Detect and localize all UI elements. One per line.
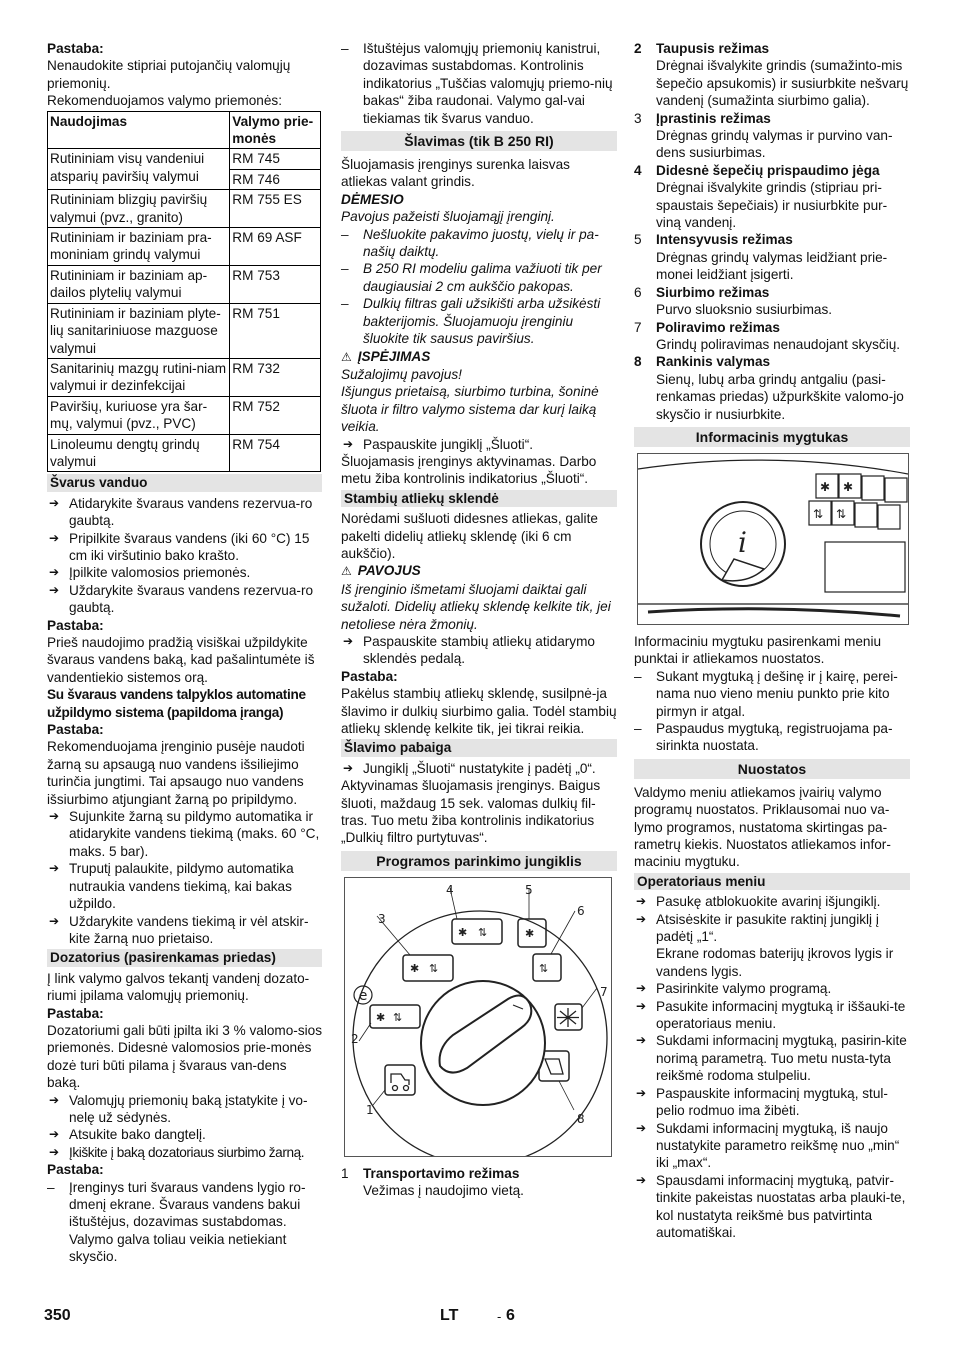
mode-transport-icon [385, 1065, 415, 1095]
step-item: ➔ Sujunkite žarną su pildymo automatika ir atidarykite vandens tiekimą (maks. 60 °C, maks. 5 bar). [47, 808, 322, 860]
table-cell-use: Paviršių, kuriuose yra šar-mų, valymui (pvz., PVC) [48, 396, 230, 434]
cleaning-agents-table [47, 111, 321, 473]
note-text: Pakėlus stambių atliekų sklendę, susilpnė-ja šlavimo ir dulkių siurbimo galia. Todėl stambių atliekų sklendę kelkite tik, jei tikrai reikia. [341, 686, 617, 737]
callout-3: 3 [378, 911, 386, 926]
section-heading-flap: Stambių atliekų sklendė [341, 490, 617, 507]
panel-edge [638, 460, 908, 474]
eco-glyph: ✱ [376, 1010, 386, 1024]
program-switch-figure [344, 877, 612, 1157]
callout-5: 5 [525, 882, 533, 897]
sweep-after-text: Šluojamasis įrenginys aktyvinamas. Darbo metu žiba kontrolinis indikatorius „Šluoti“. [341, 453, 597, 487]
table-cell-agent: RM 745 [230, 149, 321, 169]
recommended-agents-intro: Rekomenduojamos valymo priemonės: [47, 93, 282, 109]
mode-title: Įprastinis režimas [656, 110, 771, 126]
note-label: Pastaba: [47, 617, 104, 633]
section-heading-program-switch: Programos parinkimo jungiklis [341, 851, 617, 871]
callout-2: 2 [351, 1031, 359, 1046]
step-item: ➔ Sukdami informacinį mygtuką, pasirin-kite norimą parametrą. Tuo metu nusta-tyta reikšmė rodoma stulpeliu. [634, 1032, 910, 1084]
table-cell-use: Sanitarinių mazgų rutini-niam valymui ir dezinfekcijai [48, 358, 230, 396]
mode-title: Rankinis valymas [656, 354, 771, 370]
table-row [48, 265, 321, 303]
step-item: ➔ Spausdami informacinį mygtuką, patvir-tinkite pakeistas nuostatas arba plauki-te, kol nustatyta reikšmė bus patvirtinta automatiškai. [634, 1172, 910, 1242]
warning-triangle-icon: ⚠ [341, 349, 352, 364]
brush-glyph: ✱ [410, 961, 420, 975]
mode-number: 3 [634, 110, 642, 126]
note-text: Dozatoriumi gali būti įpilta iki 3 % valomo-sios priemonės. Didesnė valomosios prie-monės dozė turi būti pilama į švaraus van-dens baką. [47, 1022, 323, 1091]
wheel-icon [404, 1085, 409, 1090]
step-item: ➔ Truputį palaukite, pildymo automatika nutraukia vandens tiekimą, kai bakas užpildo. [47, 860, 322, 912]
table-cell-use: Rutininiam ir baziniam ap-dailos plytelių valymui [48, 265, 230, 303]
danger-label: PAVOJUS [357, 563, 421, 579]
indicator-slot [862, 476, 884, 500]
panel-lip [648, 609, 900, 616]
step-item: ➔ Atidarykite švaraus vandens rezervua-ro gaubtą. [47, 495, 322, 530]
attention-label: DĖMESIO [341, 191, 404, 207]
mode-item [634, 319, 910, 354]
mode-item [634, 40, 910, 110]
note-text: Rekomenduojama įrenginio pusėje naudoti žarną su apsaugą nuo vandens išsiliejimo turinčia jungtimi. Tai apsaugo nuo vandens išsiurbimo atjungiant žarną po pripildymo. [47, 739, 305, 807]
indicator-slot [878, 505, 900, 529]
info-text: Informaciniu mygtuku pasirenkami meniu punktai ir atliekamos nuostatos. [634, 633, 882, 667]
column-left [47, 40, 322, 1266]
dash-item: – B 250 RI modeliu galima važiuoti tik per daugiausiai 2 cm aukščio pakopas. [341, 260, 617, 295]
table-cell-agent: RM 752 [230, 396, 321, 434]
note-label: Pastaba: [47, 1005, 104, 1021]
brush-glyph: ⇅ [429, 961, 439, 975]
note-label: Pastaba: [47, 41, 104, 56]
page-number: 350 [44, 1307, 71, 1324]
table-row [48, 303, 321, 358]
brush-glyph: ⇅ [478, 925, 488, 939]
svg-text:⇅: ⇅ [836, 506, 847, 521]
section-heading-sweeping: Šlavimas (tik B 250 RI) [341, 131, 617, 151]
step-item: ➔ Sukdami informacinį mygtuką, iš naujo nustatykite parametro reikšmę nuo „min“ iki „max“. [634, 1120, 910, 1172]
eco-mode-letter: e [358, 987, 368, 1004]
table-cell-use: Rutininiam visų vandeniui atsparių paviršių valymui [48, 149, 230, 190]
svg-text:⇅: ⇅ [813, 506, 824, 521]
table-row [48, 396, 321, 434]
section-heading-clean-water: Švarus vanduo [47, 474, 322, 491]
indicator-slot [855, 503, 877, 527]
step-item: ➔ Paspauskite informacinį mygtuką, stul-pelio rodmuo ima žibėti. [634, 1085, 910, 1120]
mode-description: Drėgnas grindų valymas ir purvino van-dens susiurbimas. [656, 128, 893, 161]
table-cell-agent: RM 755 ES [230, 190, 321, 228]
section-heading-settings: Nuostatos [634, 759, 910, 779]
table-cell-agent: RM 69 ASF [230, 228, 321, 266]
mode-item [634, 231, 910, 283]
mode-number: 2 [634, 41, 642, 56]
note-text: Prieš naudojimo pradžią visiškai užpildykite švaraus vandens baką, kad pašalintumėte iš vandentiekio sistemos orą. [47, 635, 315, 685]
note-label: Pastaba: [47, 722, 104, 738]
table-cell-agent: RM 751 [230, 303, 321, 358]
mode-number: 5 [634, 232, 642, 248]
star-icon [557, 1008, 579, 1027]
hand-tool-icon [545, 1059, 563, 1074]
mode-item [341, 1165, 617, 1200]
dash-item: – Sukant mygtuką į dešinę ir į kairę, perei-nama nuo vieno meniu punkto prie kito pirmyn ir atgal. [634, 668, 910, 720]
mode-description: Purvo sluoksnio susiurbimas. [656, 302, 833, 318]
callout-8: 8 [577, 1111, 585, 1126]
callout-7: 7 [600, 984, 608, 999]
mode-number: 6 [634, 284, 642, 300]
section-heading-info-button: Informacinis mygtukas [634, 427, 910, 447]
mode-title: Didesnė šepečių prispaudimo jėga [656, 162, 880, 178]
section-page-index: 6 [506, 1307, 515, 1324]
section-heading-sweep-end: Šlavimo pabaiga [341, 739, 617, 756]
table-cell-agent: RM 753 [230, 265, 321, 303]
step-item: ➔ Atsukite bako dangtelį. [47, 1126, 322, 1143]
column-middle [341, 40, 617, 1200]
table-cell-use: Rutininiam ir baziniam pra-moniniam grindų valymui [48, 228, 230, 266]
dash-item: – Nešluokite pakavimo juostų, vielų ir pa-našių daiktų. [341, 226, 617, 261]
table-header-agent: Valymo prie-monės [230, 111, 321, 149]
mode-number: 8 [634, 354, 642, 370]
mode-title: Siurbimo režimas [656, 284, 770, 300]
warning-text: Išjungus prietaisą, siurbimo turbina, šoninė šluota ir filtro valymo sistema dar kurį laiką veikia. [341, 384, 599, 435]
step-item: ➔ Paspauskite stambių atliekų atidarymo sklendės pedalą. [341, 633, 617, 668]
warning-text: Sužalojimų pavojus! [341, 366, 462, 382]
mode-description: Drėgnai išvalykite grindis (sumažinto-mis šepečio apsukomis) ir susiurbkite nešvarų vandenį (sumažinta siurbimo galia). [656, 58, 909, 109]
column-right [634, 40, 910, 1241]
svg-text:✱: ✱ [820, 479, 831, 494]
mode-item [634, 110, 910, 162]
section-heading-dosing: Dozatorius (pasirenkamas priedas) [47, 949, 322, 966]
table-cell-agent: RM 754 [230, 434, 321, 472]
step-item: ➔ Atsisėskite ir pasukite raktinį jungiklį į padėtį „1“. [634, 911, 910, 946]
page-footer [0, 1307, 954, 1329]
warning-label-line [341, 348, 617, 366]
mode-item [634, 162, 910, 232]
mode-description: Sienų, lubų arba grindų antgaliu (pasi-renkamas priedas) užpurkškite valomo-jo skysčio ir nusiurbkite. [656, 371, 904, 422]
svg-text:✱: ✱ [843, 479, 854, 494]
mode-item [634, 353, 910, 423]
step-item: ➔ Pasirinkite valymo programą. [634, 980, 910, 997]
sweep-text: Šluojamasis įrenginys surenka laisvas atliekas valant grindis. [341, 157, 570, 190]
note-text: Nenaudokite stipriai putojančių valomųjų priemonių. [47, 58, 291, 91]
warning-label: ĮSPĖJIMAS [357, 348, 431, 364]
step-item: ➔ Pasukę atblokuokite avarinį išjungiklį. [634, 893, 910, 910]
brush-glyph: ⇅ [393, 1010, 403, 1024]
info-button-figure [637, 453, 909, 625]
mode-number: 7 [634, 319, 642, 335]
dash-item: – Paspaudus mygtuką, registruojama pa-sirinkta nuostata. [634, 720, 910, 755]
step-item: ➔ Paspauskite jungiklį „Šluoti“. [341, 436, 617, 453]
mode-title: Intensyvusis režimas [656, 232, 793, 248]
step-item: ➔ Įpilkite valomosios priemonės. [47, 564, 322, 581]
danger-label-line [341, 562, 617, 580]
auto-fill-heading: Su švaraus vandens talpyklos automatine užpildymo sistema (papildoma įranga) [47, 687, 306, 720]
end-after-text: Aktyvinamas šluojamasis įrenginys. Baigus šluoti, maždaug 15 sek. valomas dulkių fil-tras. Tuo metu žiba kontrolinis indikatorius „Dulkių filtro purtytuvas“. [341, 778, 601, 846]
settings-text: Valdymo meniu atliekamos įvairių valymo programų nuostatos. Priklausomai nuo va-lymo programos, nustatoma skirtingas pa-rametrų kiekis. Nuostatos atliekamos infor-maciniu mygtuku. [634, 784, 891, 870]
table-header-row [48, 111, 321, 149]
mode-title: Poliravimo režimas [656, 319, 780, 335]
mode-description: Grindų poliravimas nenaudojant skysčių. [656, 336, 901, 352]
step-item: ➔ Pripilkite švaraus vandens (iki 60 °C) 15 cm iki viršutinio bako krašto. [47, 530, 322, 565]
step-item: ➔ Uždarykite vandens tiekimą ir vėl atskir-kite žarną nuo prietaiso. [47, 913, 322, 948]
step-item: ➔ Uždarykite švaraus vandens rezervua-ro gaubtą. [47, 582, 322, 617]
mode-description: Vežimas į naudojimo vietą. [363, 1183, 524, 1199]
table-cell-agent: RM 732 [230, 358, 321, 396]
footer-separator: - [497, 1309, 502, 1324]
mode-description: Drėgnai išvalykite grindis (stipriau pri-spaustais šepečiais) ir nusiurbkite pur-viną vandenį. [656, 180, 888, 231]
table-header-use: Naudojimas [48, 111, 230, 149]
drop-glyph: ✱ [525, 926, 535, 940]
section-heading-operator-menu: Operatoriaus meniu [634, 873, 910, 890]
dosing-text: Į link valymo galvos tekantį vandenį dozato-riumi įpilama valomųjų priemonių. [47, 970, 310, 1004]
note-label: Pastaba: [47, 1162, 104, 1178]
step-item: ➔ Jungiklį „Šluoti“ nustatykite į padėtį „0“. [341, 760, 617, 777]
table-row [48, 434, 321, 472]
callout-1: 1 [366, 1102, 374, 1117]
table-row [48, 149, 321, 169]
mode-description: Drėgnas grindų valymas leidžiant prie-monei leidžiant įsigerti. [656, 249, 888, 283]
step-item: ➔ Valomųjų priemonių baką įstatykite į vo-nelę už sėdynės. [47, 1092, 322, 1127]
indicator-slot [885, 478, 907, 502]
warning-triangle-icon: ⚠ [341, 564, 352, 579]
step-item: ➔ Pasukite informacinį mygtuką ir iššauki-te operatoriaus meniu. [634, 998, 910, 1033]
mode-number: 1 [341, 1165, 349, 1181]
dash-item: – Įrenginys turi švaraus vandens lygio ro-dmenį ekrane. Švaraus vandens bakui ištuštėjus, dozavimas sustabdomas. Valymo galva toliau veikia netiekiant skysčio. [47, 1179, 322, 1266]
suction-glyph: ⇅ [539, 961, 549, 975]
mode-title: Taupusis režimas [656, 41, 770, 56]
mode-title: Transportavimo režimas [363, 1165, 520, 1181]
display-screen [825, 542, 905, 592]
brush-glyph: ✱ [458, 925, 468, 939]
mode-number: 4 [634, 162, 642, 178]
step-note: Ekrane rodomas baterijų įkrovos lygis ir vandens lygis. [656, 946, 894, 979]
flap-text: Norėdami sušluoti didesnes atliekas, galite pakelti didelių atliekų sklendę (iki 6 cm aukščio). [341, 511, 598, 561]
control-panel-illustration [638, 454, 908, 624]
table-row [48, 190, 321, 228]
mode-item [634, 284, 910, 319]
dash-item: – Ištuštėjus valomųjų priemonių kanistrui, dozavimas sustabdomas. Kontrolinis indikatorius „Tuščias valomųjų priemo-nių bakas“ žiba raudonai. Valymo gal-vai tiekiamas tik švarus vanduo. [341, 40, 617, 127]
table-row [48, 228, 321, 266]
step-item: ➔ Įkiškite į baką dozatoriaus siurbimo žarną. [47, 1144, 322, 1161]
note-label: Pastaba: [341, 668, 398, 684]
callout-6: 6 [577, 903, 585, 918]
table-cell-use: Rutininiam ir baziniam plyte-lių sanitariniuose mazguose valymui [48, 303, 230, 358]
table-row [48, 358, 321, 396]
dash-item: – Dulkių filtras gali užsikišti arba užsikėsti bakterijomis. Šluojamuoju įrenginiu šluokite tik sausus paviršius. [341, 295, 617, 347]
wheel-icon [393, 1085, 398, 1090]
language-code: LT [440, 1307, 459, 1324]
table-cell-use: Rutininiam blizgių paviršių valymui (pvz., granito) [48, 190, 230, 228]
attention-text: Pavojus pažeisti šluojamąjį įrenginį. [341, 209, 555, 225]
callout-4: 4 [446, 882, 454, 897]
danger-text: Iš įrenginio išmetami šluojami daiktai gali sužaloti. Didelių atliekų sklendę kelkite tik, jei netoliese nėra žmonių. [341, 581, 611, 632]
table-cell-use: Linoleumu dengtų grindų valymui [48, 434, 230, 472]
vehicle-icon [391, 1074, 409, 1085]
table-cell-agent: RM 746 [230, 169, 321, 189]
info-i-icon: i [738, 525, 747, 559]
program-dial-illustration [345, 878, 611, 1156]
